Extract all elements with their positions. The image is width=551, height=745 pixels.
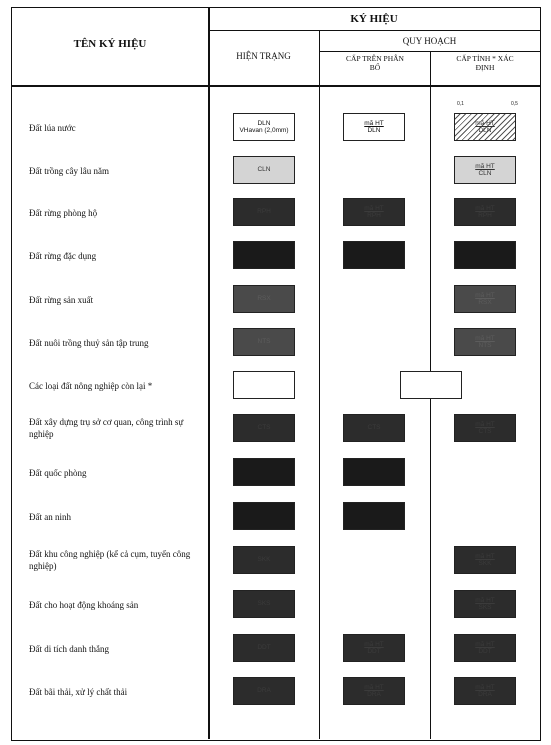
symbol-subcode: CTS xyxy=(478,428,492,435)
current-symbol xyxy=(233,634,295,662)
province-symbol xyxy=(454,113,516,141)
symbol-subcode: DLN xyxy=(367,127,381,134)
symbol-code: mã HT xyxy=(475,119,495,127)
province-symbol xyxy=(454,414,516,442)
symbol-code: mã HT xyxy=(475,683,495,691)
province-symbol xyxy=(454,677,516,705)
symbol-code: mã HT xyxy=(475,420,495,428)
row-label: Đất xây dựng trụ sở cơ quan, công trình sự nghiệp xyxy=(29,417,184,440)
row-label: Đất khu công nghiệp (kể cả cụm, tuyến công nghiệp) xyxy=(29,549,191,572)
current-symbol xyxy=(233,285,295,313)
symbol-code: CTS xyxy=(367,424,381,432)
current-symbol xyxy=(233,371,295,399)
current-symbol xyxy=(233,241,295,269)
current-symbol xyxy=(233,156,295,184)
symbol-code: CLN xyxy=(257,166,271,174)
symbol-code: mã HT xyxy=(475,640,495,648)
upper-symbol xyxy=(343,502,405,530)
symbol-subcode: SKK xyxy=(478,560,492,567)
symbol-code: mã HT xyxy=(475,204,495,212)
upper-symbol xyxy=(343,677,405,705)
row-label: Đất rừng sản xuất xyxy=(29,295,94,305)
symbol-subcode: DRA xyxy=(478,691,492,698)
current-symbol xyxy=(233,113,295,141)
row-label: Các loại đất nông nghiệp còn lại * xyxy=(29,381,153,391)
province-symbol xyxy=(454,285,516,313)
current-symbol xyxy=(233,677,295,705)
province-symbol xyxy=(454,328,516,356)
row-label: Đất di tích danh thắng xyxy=(29,644,109,654)
symbol-subcode: RSX xyxy=(478,299,492,306)
symbol-subcode: DLN xyxy=(478,127,492,134)
symbol-subcode: SKS xyxy=(478,604,492,611)
row-label: Đất an ninh xyxy=(29,512,71,522)
symbol-subcode: DDT xyxy=(478,648,492,655)
province-symbol xyxy=(454,634,516,662)
province-header: CẤP TỈNH * XÁC ĐỊNH xyxy=(456,54,514,72)
province-symbol xyxy=(454,590,516,618)
row-label: Đất bãi thải, xử lý chất thải xyxy=(29,687,128,697)
row-label: Đất rừng đặc dụng xyxy=(29,251,97,261)
col-divider-2 xyxy=(319,30,320,739)
current-header: HIỆN TRẠNG xyxy=(236,51,291,61)
upper-symbol xyxy=(343,634,405,662)
planning-header: QUY HOẠCH xyxy=(402,36,457,46)
symbol-subcode: VHavan (2,0mm) xyxy=(239,127,289,134)
col-divider-main xyxy=(208,8,210,739)
symbol-code: DDT xyxy=(257,644,271,652)
planning-empty-symbol xyxy=(400,371,462,399)
symbol-code: mã HT xyxy=(475,162,495,170)
hdr-line-1 xyxy=(208,30,540,31)
symbol-subcode: DRA xyxy=(367,691,381,698)
province-symbol xyxy=(454,546,516,574)
upper-symbol xyxy=(343,113,405,141)
current-symbol xyxy=(233,546,295,574)
hdr-bottom-line xyxy=(12,85,540,87)
upper-symbol xyxy=(343,241,405,269)
row-label: Đất trồng cây lâu năm xyxy=(29,166,109,176)
symbol-code: SKK xyxy=(257,556,271,564)
upper-header: CẤP TRÊN PHÂN BỔ xyxy=(346,54,404,72)
row-label: Đất nuôi trồng thuỷ sản tập trung xyxy=(29,338,149,348)
current-symbol xyxy=(233,198,295,226)
mark-left: 0,1 xyxy=(457,101,464,107)
row-label: Đất rừng phòng hộ xyxy=(29,208,98,218)
symbol-subcode: DDT xyxy=(367,648,381,655)
symbol-code: DRA xyxy=(257,687,271,695)
province-symbol xyxy=(454,198,516,226)
symbol-code: mã HT xyxy=(364,683,384,691)
upper-symbol xyxy=(343,458,405,486)
col-symbol-header: KÝ HIỆU xyxy=(350,13,398,25)
row-label: Đất cho hoạt động khoáng sản xyxy=(29,600,139,610)
symbol-code: mã HT xyxy=(475,334,495,342)
upper-symbol xyxy=(343,414,405,442)
symbol-subcode: CLN xyxy=(478,170,492,177)
symbol-subcode: RPH xyxy=(478,212,492,219)
symbol-code: mã HT xyxy=(364,640,384,648)
current-symbol xyxy=(233,328,295,356)
province-symbol xyxy=(454,156,516,184)
current-symbol xyxy=(233,458,295,486)
symbol-code: NTS xyxy=(257,338,271,346)
symbol-code: DLN xyxy=(257,119,271,127)
row-label: Đất lúa nước xyxy=(29,123,76,133)
current-symbol xyxy=(233,414,295,442)
upper-symbol xyxy=(343,198,405,226)
symbol-code: mã HT xyxy=(475,552,495,560)
row-label: Đất quốc phòng xyxy=(29,468,87,478)
symbol-code: mã HT xyxy=(475,596,495,604)
symbol-code: RPH xyxy=(257,208,271,216)
symbol-code: RSX xyxy=(257,295,271,303)
symbol-code: mã HT xyxy=(364,204,384,212)
col-name-header: TÊN KÝ HIỆU xyxy=(73,38,147,50)
province-symbol xyxy=(454,241,516,269)
symbol-code: CTS xyxy=(257,424,271,432)
symbol-subcode: NTS xyxy=(478,342,492,349)
symbol-code: SKS xyxy=(257,600,271,608)
mark-right: 0,5 xyxy=(511,101,518,107)
symbol-subcode: RPH xyxy=(367,212,381,219)
symbol-code: mã HT xyxy=(475,291,495,299)
current-symbol xyxy=(233,590,295,618)
symbol-code: mã HT xyxy=(364,119,384,127)
current-symbol xyxy=(233,502,295,530)
